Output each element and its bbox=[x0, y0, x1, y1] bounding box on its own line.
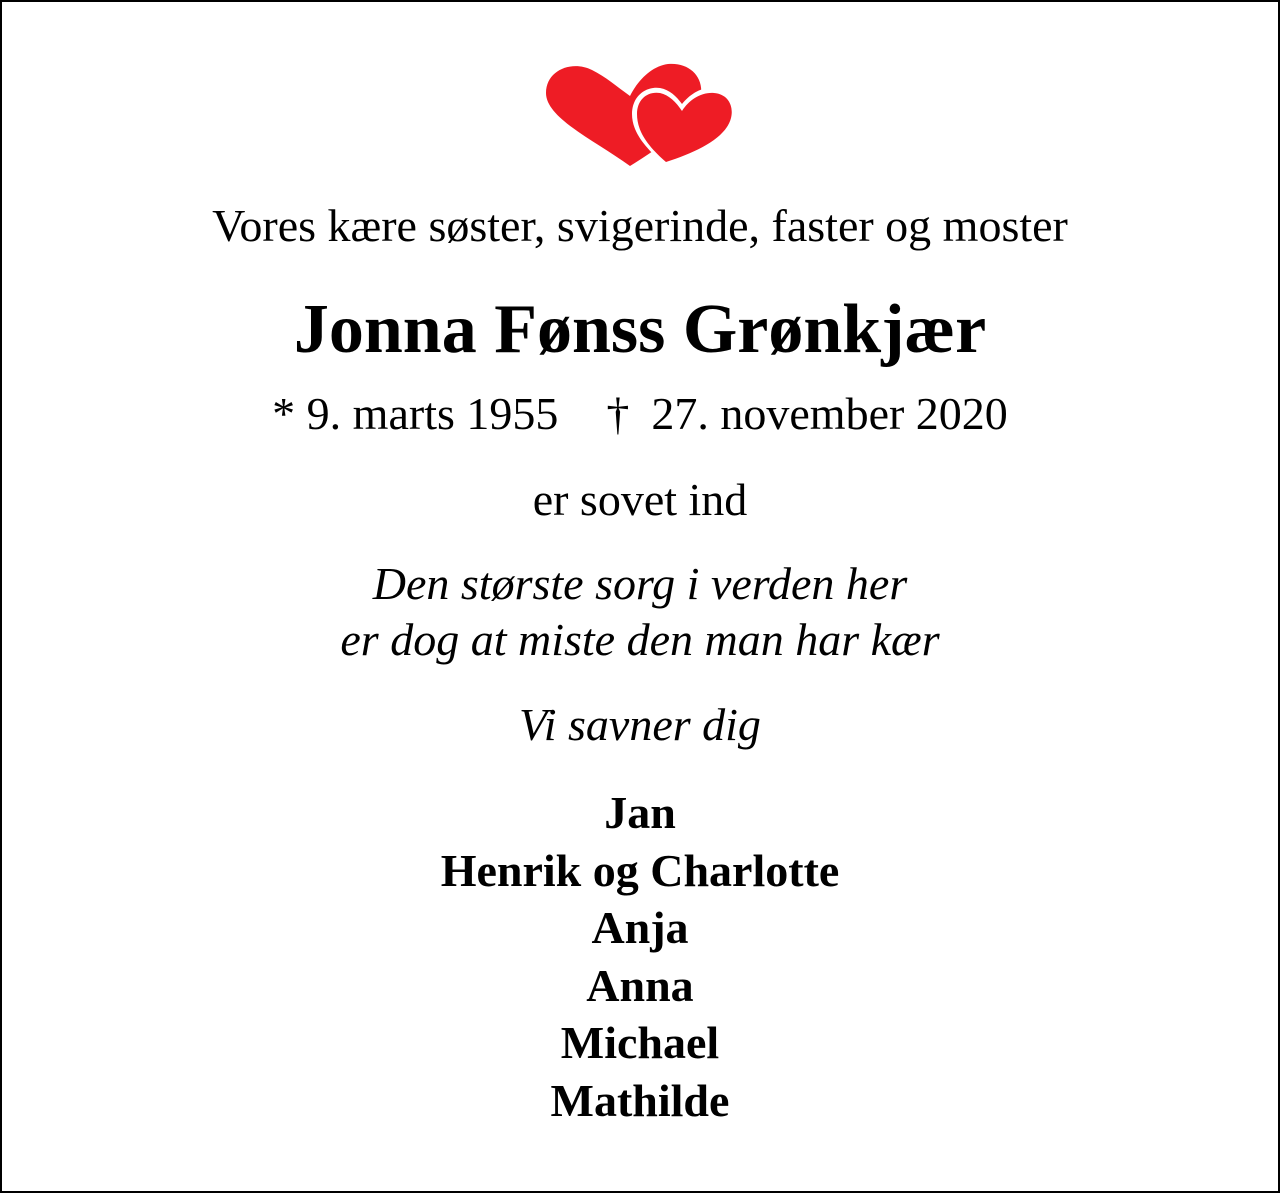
verse-line: er dog at miste den man har kær bbox=[340, 614, 940, 665]
intro-text: Vores kære søster, svigerinde, faster og moster bbox=[212, 200, 1068, 251]
verse-line: Den største sorg i verden her bbox=[372, 558, 908, 609]
signers-list bbox=[0, 784, 1280, 1129]
double-hearts-icon bbox=[536, 56, 746, 176]
signer-name: Henrik og Charlotte bbox=[440, 844, 840, 896]
passed-away-text: er sovet ind bbox=[532, 474, 748, 525]
birth-date: * 9. marts 1955 bbox=[272, 388, 559, 439]
deceased-name: Jonna Fønss Grønkjær bbox=[293, 291, 987, 368]
signer-name: Anja bbox=[591, 902, 689, 953]
life-dates bbox=[0, 386, 1280, 442]
cross-symbol: † bbox=[606, 388, 630, 439]
death-date: 27. november 2020 bbox=[651, 388, 1008, 439]
signer-name: Jan bbox=[604, 787, 676, 838]
signer-name: Mathilde bbox=[550, 1074, 730, 1126]
signer-name: Michael bbox=[560, 1017, 720, 1068]
closing-text: Vi savner dig bbox=[519, 699, 761, 750]
verse bbox=[0, 556, 1280, 668]
signer-name: Anna bbox=[586, 959, 694, 1011]
